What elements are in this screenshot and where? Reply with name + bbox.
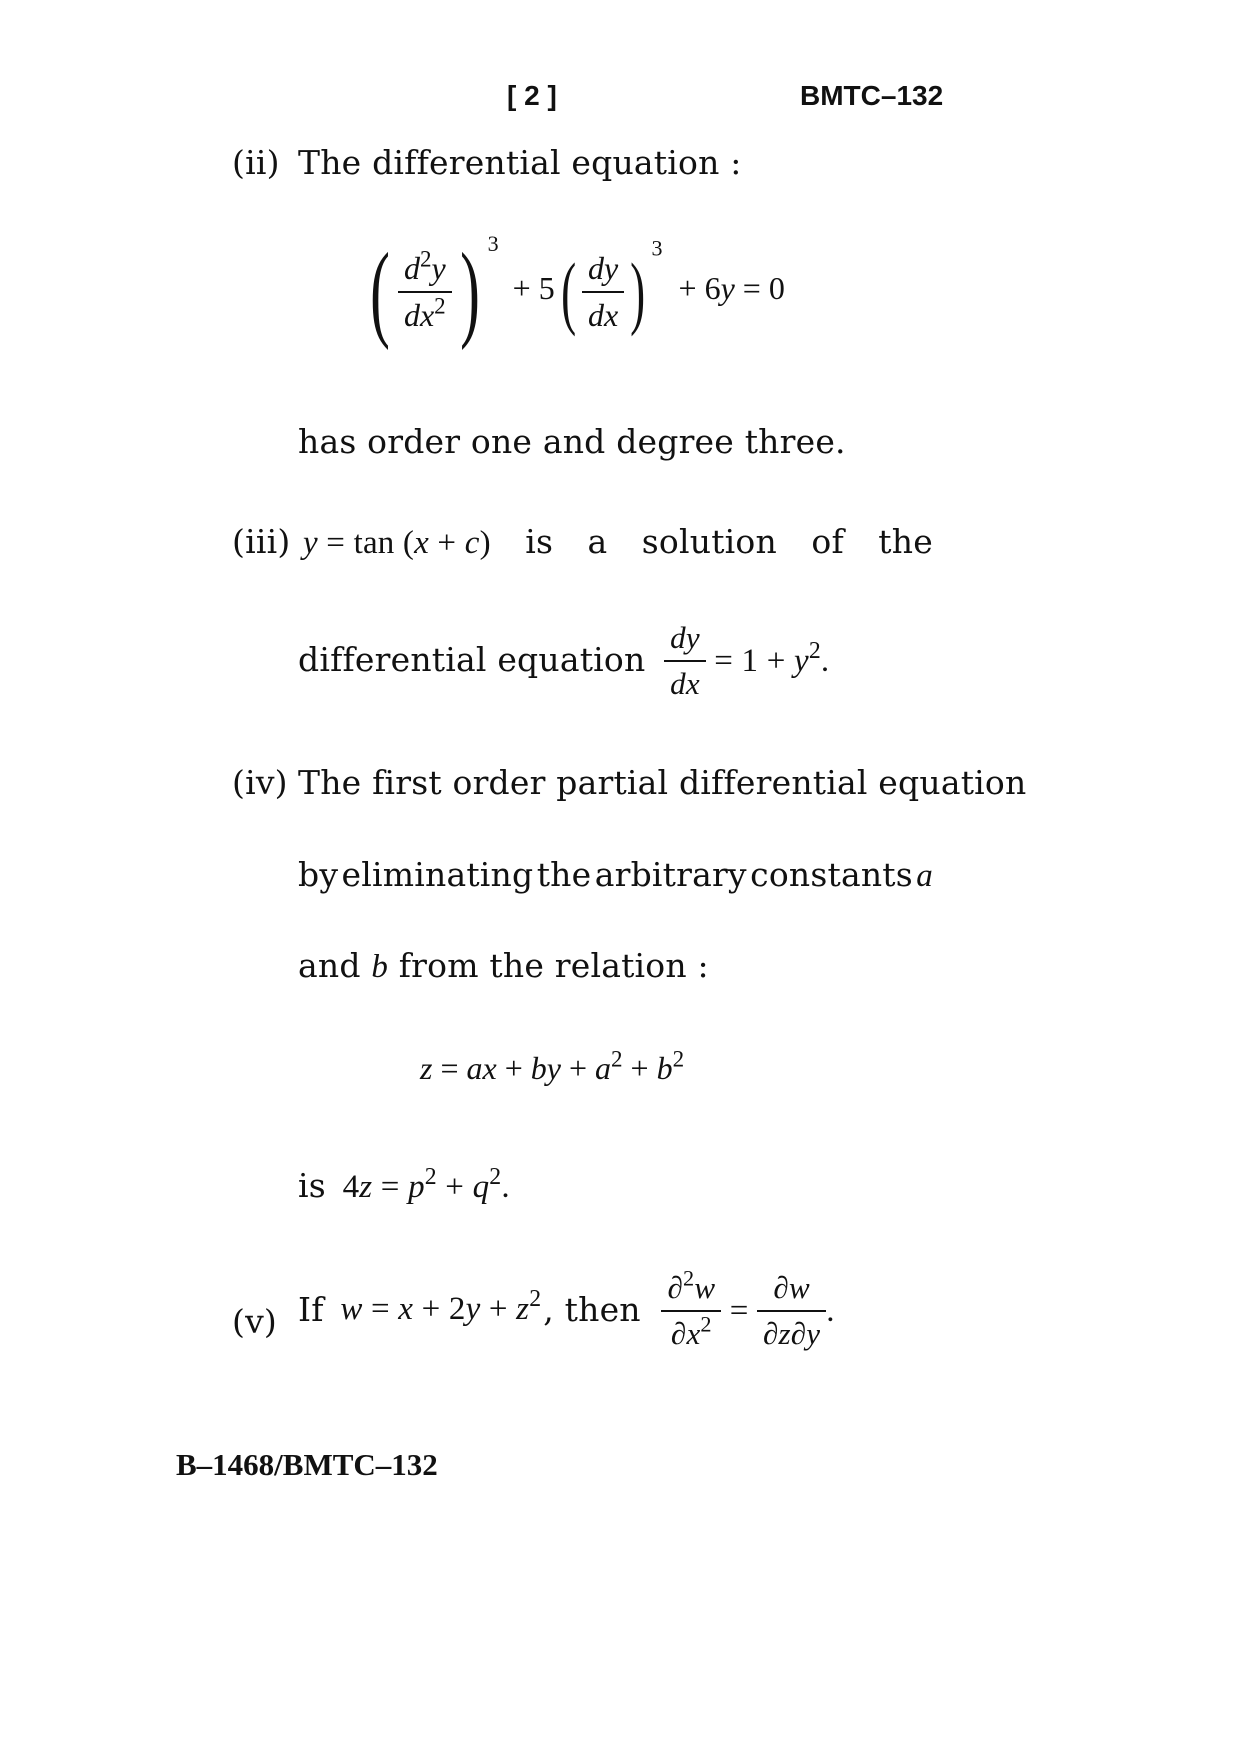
word: is xyxy=(525,522,554,561)
item-iv-result xyxy=(298,1163,510,1206)
item-iv-line3 xyxy=(298,946,709,986)
item-ii-conclusion: has order one and degree three. xyxy=(298,422,846,461)
equation-partial-derivatives: $\frac{\partial^2w}{\partial x^2}$ = $\frac{\partial w}{\partial z\partial y}$ . xyxy=(661,1291,834,1327)
equation-w-definition: $w = x + 2y + z^2$ xyxy=(340,1286,542,1328)
item-v-then: , then xyxy=(543,1290,641,1330)
word: of xyxy=(811,522,844,561)
equation-pde-result: $4z = p^2 + q^2$. xyxy=(342,1163,510,1205)
page-number: [ 2 ] xyxy=(507,80,557,111)
equation-tan-solution: y = tan (x + c) xyxy=(303,525,491,561)
variable-a: a xyxy=(916,858,933,894)
word: arbitrary xyxy=(594,855,747,894)
equation-relation-z: z = ax + by + $a^2 + b^2$ xyxy=(420,1045,685,1086)
item-iv-result-pre: is xyxy=(298,1166,326,1205)
word: solution xyxy=(641,522,777,561)
equation-dy-dx: $\frac{dy}{dx}$ = $1 + y^2$. xyxy=(664,641,829,677)
item-label-iii: (iii) xyxy=(232,522,291,561)
item-iv-line3-pre: and xyxy=(298,946,361,985)
footer-code: B–1468/BMTC–132 xyxy=(176,1447,438,1482)
item-v-line xyxy=(298,1265,835,1352)
word: a xyxy=(587,522,608,561)
variable-b: b xyxy=(371,949,389,985)
course-code-header: BMTC–132 xyxy=(800,80,944,111)
item-iii-line1 xyxy=(303,522,933,562)
item-iv-line1: The first order partial differential equation xyxy=(298,763,1027,802)
item-iii-line2 xyxy=(298,620,829,702)
word: the xyxy=(536,855,592,894)
item-label-ii: (ii) xyxy=(232,143,280,182)
item-label-iv: (iv) xyxy=(232,763,288,802)
word: eliminating xyxy=(341,855,534,894)
item-iv-line3-post: from the relation : xyxy=(398,946,709,985)
word: the xyxy=(878,522,933,561)
word: by xyxy=(298,855,339,894)
item-ii-intro: The differential equation : xyxy=(298,143,742,182)
item-iv-line2 xyxy=(298,855,933,895)
item-label-v: (v) xyxy=(232,1302,277,1341)
word: constants xyxy=(750,855,913,894)
equation-ode-order-degree: ( $\frac{d^2y}{dx^2}$ ) $^3$ + 5( $\frac{dy}{dx}$ ) $^3$ + 6y = 0 xyxy=(370,230,785,351)
item-v-if: If xyxy=(298,1290,324,1330)
item-iii-line2-text: differential equation xyxy=(298,640,646,680)
